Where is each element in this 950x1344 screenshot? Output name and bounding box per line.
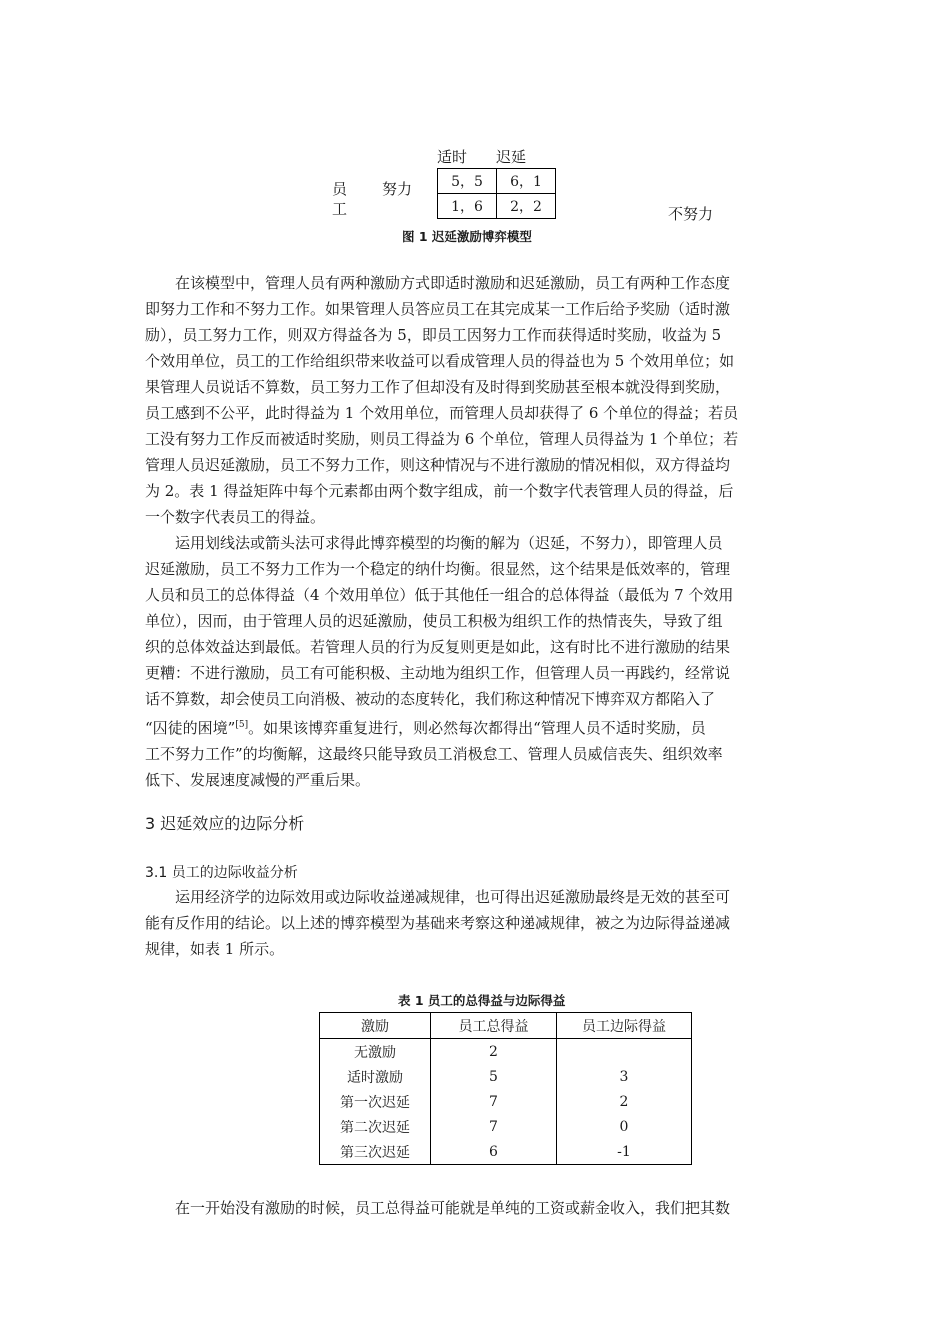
text-line: 管理人员迟延激励，员工不努力工作，则这种情况与不进行激励的情况相似，双方得益均 [145,456,731,474]
table-cell: 2 [557,1089,692,1114]
column-header: 激励 [320,1013,431,1039]
text-line: 在该模型中，管理人员有两种激励方式即适时激励和迟延激励，员工有两种工作态度 [175,274,731,292]
text-line: 低下、发展速度减慢的严重后果。 [145,771,371,789]
row-label-employee-1: 员 [332,180,348,198]
col-header-delay: 迟延 [496,148,527,166]
row-label-no-effort: 不努力 [668,205,714,223]
subsection-heading: 3.1 员工的边际收益分析 [145,865,298,881]
col-header-timely: 适时 [437,148,468,166]
table-header-row [320,1013,692,1039]
text-line: 员工感到不公平，此时得益为 1 个效用单位，而管理人员却获得了 6 个单位的得益；若员 [145,404,739,422]
marginal-gain-table [319,1012,692,1165]
table-cell: 3 [557,1064,692,1089]
paragraph-1 [145,270,806,530]
paragraph-2 [145,530,806,793]
text-line: 更糟：不进行激励，员工有可能积极、主动地为组织工作，但管理人员一再践约，经常说 [145,664,731,682]
table-row [320,1039,692,1065]
text-fragment: 。如果该博弈重复进行，则必然每次都得出“管理人员不适时奖励，员 [248,719,706,737]
table-cell: 0 [557,1114,692,1139]
text-line: 人员和员工的总体得益（4 个效用单位）低于其他任一组合的总体得益（最低为 7 个效用 [145,586,734,604]
row-label-employee-2: 工 [332,200,348,218]
text-line: 迟延激励，员工不努力工作为一个稳定的纳什均衡。很显然，这个结果是低效率的，管理 [145,560,731,578]
table-cell: 第三次迟延 [320,1139,431,1165]
table-cell: 7 [431,1089,557,1114]
text-line: 织的总体效益达到最低。若管理人员的行为反复则更是如此，这有时比不进行激励的结果 [145,638,731,656]
text-line: 励），员工努力工作，则双方得益各为 5，即员工因努力工作而获得适时奖励，收益为 5 [145,326,722,344]
text-line: 为 2。表 1 得益矩阵中每个元素都由两个数字组成，前一个数字代表管理人员的得益，后 [145,482,734,500]
table-cell: 6 [431,1139,557,1165]
table-cell: 5 [431,1064,557,1089]
payoff-row-no-effort [438,194,556,219]
section-heading: 3 迟延效应的边际分析 [145,814,305,833]
text-line: 在一开始没有激励的时候，员工总得益可能就是单纯的工资或薪金收入，我们把其数 [175,1199,731,1217]
text-line: 工不努力工作”的均衡解，这最终只能导致员工消极怠工、管理人员威信丧失、组织效率 [145,745,723,763]
text-line: 能有反作用的结论。以上述的博弈模型为基础来考察这种递减规律，被之为边际得益递减 [145,914,731,932]
text-line: 规律，如表 1 所示。 [145,940,285,958]
table-row [320,1139,692,1165]
column-header: 员工边际得益 [557,1013,692,1039]
payoff-cell: 5，5 [438,169,497,194]
payoff-cell: 1，6 [438,194,497,219]
text-line: 工没有努力工作反而被适时奖励，则员工得益为 6 个单位，管理人员得益为 1 个单位；若 [145,430,739,448]
paragraph-3 [145,884,806,962]
text-line-with-citation [145,712,806,741]
table-caption: 表 1 员工的总得益与边际得益 [398,993,566,1008]
table-cell: 第一次迟延 [320,1089,431,1114]
table-cell: 适时激励 [320,1064,431,1089]
text-line: 个效用单位，员工的工作给组织带来收益可以看成管理人员的得益也为 5 个效用单位；如 [145,352,735,370]
payoff-matrix [437,168,556,219]
table-cell [557,1039,692,1065]
text-line: 话不算数，却会使员工向消极、被动的态度转化，我们称这种情况下博弈双方都陷入了 [145,690,716,708]
table-cell: 第二次迟延 [320,1114,431,1139]
payoff-row-effort [438,169,556,194]
text-line: 运用划线法或箭头法可求得此博弈模型的均衡的解为（迟延，不努力），即管理人员 [175,534,723,552]
payoff-cell: 6，1 [497,169,556,194]
column-header: 员工总得益 [431,1013,557,1039]
table-cell: 2 [431,1039,557,1065]
row-label-effort: 努力 [382,180,413,198]
text-line: 果管理人员说话不算数，员工努力工作了但却没有及时得到奖励甚至根本就没得到奖励， [145,378,731,396]
table-cell: 7 [431,1114,557,1139]
payoff-cell: 2，2 [497,194,556,219]
table-row [320,1064,692,1089]
text-line: 即努力工作和不努力工作。如果管理人员答应员工在其完成某一工作后给予奖励（适时激 [145,300,731,318]
text-line: 运用经济学的边际效用或边际收益递减规律，也可得出迟延激励最终是无效的甚至可 [175,888,731,906]
table-row [320,1114,692,1139]
table-cell: -1 [557,1139,692,1165]
paragraph-4 [145,1195,806,1221]
table-cell: 无激励 [320,1039,431,1065]
text-fragment: “囚徒的困境” [145,719,236,737]
text-line: 一个数字代表员工的得益。 [145,508,326,526]
figure-caption: 图 1 迟延激励博弈模型 [402,229,532,244]
text-line: 单位），因而，由于管理人员的迟延激励，使员工积极为组织工作的热情丧失，导致了组 [145,612,723,630]
citation-ref: [5] [235,720,249,730]
table-row [320,1089,692,1114]
